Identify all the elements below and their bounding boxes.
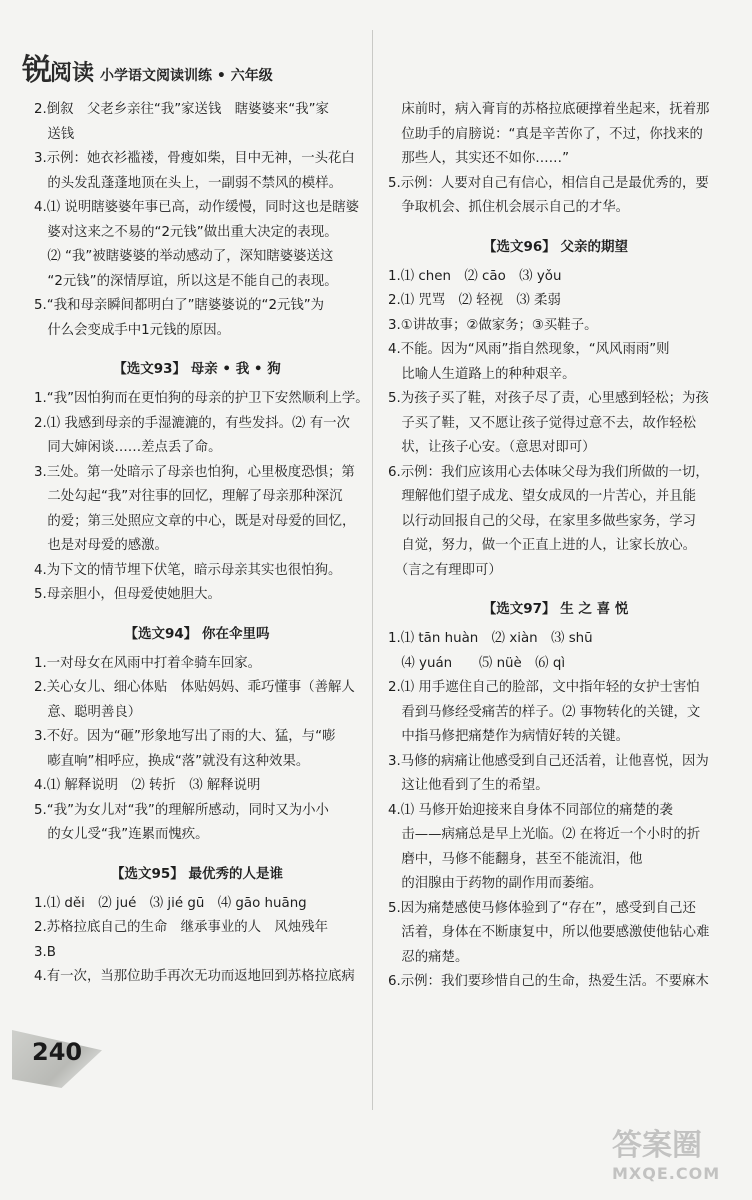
answer-line: 3.B: [34, 944, 56, 960]
section-title: 【选文93】 母亲 • 我 • 狗: [113, 361, 281, 377]
answer-line: 床前时，病入膏肓的苏格拉底硬撑着坐起来，抚着那: [388, 102, 710, 117]
book-title: 小学语文阅读训练 • 六年级: [100, 68, 273, 84]
answer-line: 2.⑴ 咒骂 ⑵ 轻视 ⑶ 柔弱: [388, 293, 561, 308]
book-spine-divider: [372, 30, 373, 1110]
answer-line: 位助手的肩膀说：“真是辛苦你了，不过，你找来的: [388, 126, 703, 142]
answer-line: 争取机会、抓住机会展示自己的才华。: [388, 200, 630, 215]
answer-line: 这让他看到了生的希望。: [388, 778, 549, 793]
answer-line: 5.因为痛楚感使马修体验到了“存在”，感受到自己还: [388, 900, 696, 916]
answer-line: 送钱: [34, 126, 75, 142]
answer-line: （言之有理即可）: [388, 562, 502, 578]
answer-line: 5.为孩子买了鞋，对孩子尽了责，心里感到轻松；为孩: [388, 391, 709, 406]
watermark-url: MXQE.COM: [612, 1164, 721, 1183]
section-title: 【选文94】 你在伞里吗: [124, 625, 270, 642]
answer-line: ⑵ “我”被瞎婆婆的举动感动了，深知瞎婆婆送这: [34, 249, 334, 264]
answer-line: 4.不能。因为“风雨”指自然现象，“风风雨雨”则: [388, 342, 670, 357]
section-title: 【选文96】 父亲的期望: [483, 238, 628, 255]
answer-line: 的头发乱蓬蓬地顶在头上，一副弱不禁风的模样。: [34, 175, 342, 191]
answer-line: 以行动回报自己的父母，在家里多做些家务，学习: [388, 513, 696, 529]
answer-line: 2.苏格拉底自己的生命 继承事业的人 风烛残年: [34, 920, 328, 935]
watermark-logo: [612, 1128, 732, 1192]
answer-line: 4.⑴ 解释说明 ⑵ 转折 ⑶ 解释说明: [34, 778, 261, 793]
answer-line: 自觉，努力，做一个正直上进的人，让家长放心。: [388, 538, 696, 553]
answer-line: 3.三处。第一处暗示了母亲也怕狗，心里极度恐惧；第: [34, 464, 355, 480]
answer-line: “2元钱”的深情厚谊，所以这是不能自己的表现。: [34, 273, 338, 289]
answer-line: 同大婶闲谈……差点丢了命。: [34, 440, 222, 455]
answer-line: 5.“我和母亲瞬间都明白了”瞎婆婆说的“2元钱”为: [34, 298, 325, 313]
answer-line: 看到马修经受痛苦的样子。⑵ 事物转化的关键，文: [388, 704, 701, 720]
answer-line: 4.⑴ 说明瞎婆婆年事已高，动作缓慢，同时这也是瞎婆: [34, 200, 360, 215]
answer-line: 的泪腺由于药物的副作用而萎缩。: [388, 876, 603, 891]
page-header: [22, 50, 273, 90]
answer-line: 子买了鞋，又不愿让孩子觉得过意不去，故作轻松: [388, 415, 696, 431]
answer-line: 3.示例：她衣衫褴褛，骨瘦如柴，目中无神，一头花白: [34, 151, 355, 166]
section-title: 【选文95】 最优秀的人是谁: [111, 865, 283, 882]
answer-line: 4.有一次，当那位助手再次无功而返地回到苏格拉底病: [34, 969, 355, 984]
answer-line: 2.倒叙 父老乡亲往“我”家送钱 瞎婆婆来“我”家: [34, 102, 329, 117]
answer-line: 理解他们望子成龙、望女成凤的一片苦心，并且能: [388, 489, 696, 504]
section-title: 【选文97】 生 之 喜 悦: [482, 601, 629, 617]
answer-line: 2.⑴ 用手遮住自己的脸部，文中指年轻的女护士害怕: [388, 680, 700, 695]
book-logo: 锐阅读: [22, 53, 95, 88]
answer-line: 二处勾起“我”对往事的回忆，理解了母亲那种深沉: [34, 489, 343, 504]
answer-line: 3.①讲故事；②做家务；③买鞋子。: [388, 317, 598, 333]
answer-line: 比喻人生道路上的种种艰辛。: [388, 366, 576, 382]
answer-line: 1.“我”因怕狗而在更怕狗的母亲的护卫下安然顺利上学。: [34, 391, 369, 406]
answer-line: 1.⑴ tān huàn ⑵ xiàn ⑶ shū: [388, 631, 593, 646]
answer-line: ⑷ yuán ⑸ nüè ⑹ qì: [388, 655, 566, 671]
answer-line: 1.⑴ děi ⑵ jué ⑶ jié gū ⑷ gāo huāng: [34, 895, 307, 911]
answer-line: 的女儿受“我”连累而愧疚。: [34, 827, 209, 842]
answer-line: 击——病痛总是早上光临。⑵ 在将近一个小时的折: [388, 827, 701, 842]
right-column: [388, 98, 723, 995]
answer-line: 3.不好。因为“砸”形象地写出了雨的大、猛，与“嘭: [34, 729, 336, 744]
answer-line: 婆对这来之不易的“2元钱”做出重大决定的表现。: [34, 224, 338, 240]
answer-line: 状，让孩子心安。（意思对即可）: [388, 440, 596, 455]
answer-line: 什么会变成手中1元钱的原因。: [34, 322, 230, 338]
answer-line: 中指马修把痛楚作为病情好转的关键。: [388, 729, 630, 744]
answer-line: 也是对母爱的感激。: [34, 538, 168, 553]
answer-line: 1.⑴ chen ⑵ cāo ⑶ yǒu: [388, 268, 562, 284]
answer-line: 5.母亲胆小，但母爱使她胆大。: [34, 587, 221, 602]
answer-line: 3.马修的病痛让他感受到自己还活着，让他喜悦，因为: [388, 753, 709, 769]
answer-line: 活着，身体在不断康复中，所以他要感激使他钻心难: [388, 925, 710, 940]
answer-line: 嘭直响”相呼应，换成“落”就没有这种效果。: [34, 753, 310, 769]
answer-line: 忍的痛楚。: [388, 949, 469, 965]
watermark-title: 答案圈: [612, 1128, 702, 1163]
answer-line: 5.“我”为女儿对“我”的理解所感动，同时又为小小: [34, 802, 329, 818]
answer-line: 6.示例：我们要珍惜自己的生命，热爱生活。不要麻木: [388, 974, 709, 989]
answer-line: 意、聪明善良）: [34, 704, 142, 720]
answer-line: 4.为下文的情节埋下伏笔，暗示母亲其实也很怕狗。: [34, 562, 342, 578]
answer-line: 那些人，其实还不如你……”: [388, 151, 570, 166]
answer-line: 6.示例：我们应该用心去体味父母为我们所做的一切，: [388, 464, 709, 480]
page-number: 240: [32, 1038, 83, 1066]
answer-line: 磨中，马修不能翻身，甚至不能流泪，他: [388, 851, 643, 867]
answer-line: 4.⑴ 马修开始迎接来自身体不同部位的痛楚的袭: [388, 802, 673, 818]
page-number-badge: [12, 1030, 102, 1088]
answer-line: 2.关心女儿、细心体贴 体贴妈妈、乖巧懂事（善解人: [34, 680, 355, 695]
answer-line: 1.一对母女在风雨中打着伞骑车回家。: [34, 655, 262, 671]
answer-line: 的爱；第三处照应文章的中心，既是对母爱的回忆，: [34, 513, 356, 529]
left-column: [34, 98, 369, 990]
answer-line: 2.⑴ 我感到母亲的手湿漉漉的，有些发抖。⑵ 有一次: [34, 415, 350, 431]
answer-line: 5.示例：人要对自己有信心，相信自己是最优秀的，要: [388, 175, 709, 191]
